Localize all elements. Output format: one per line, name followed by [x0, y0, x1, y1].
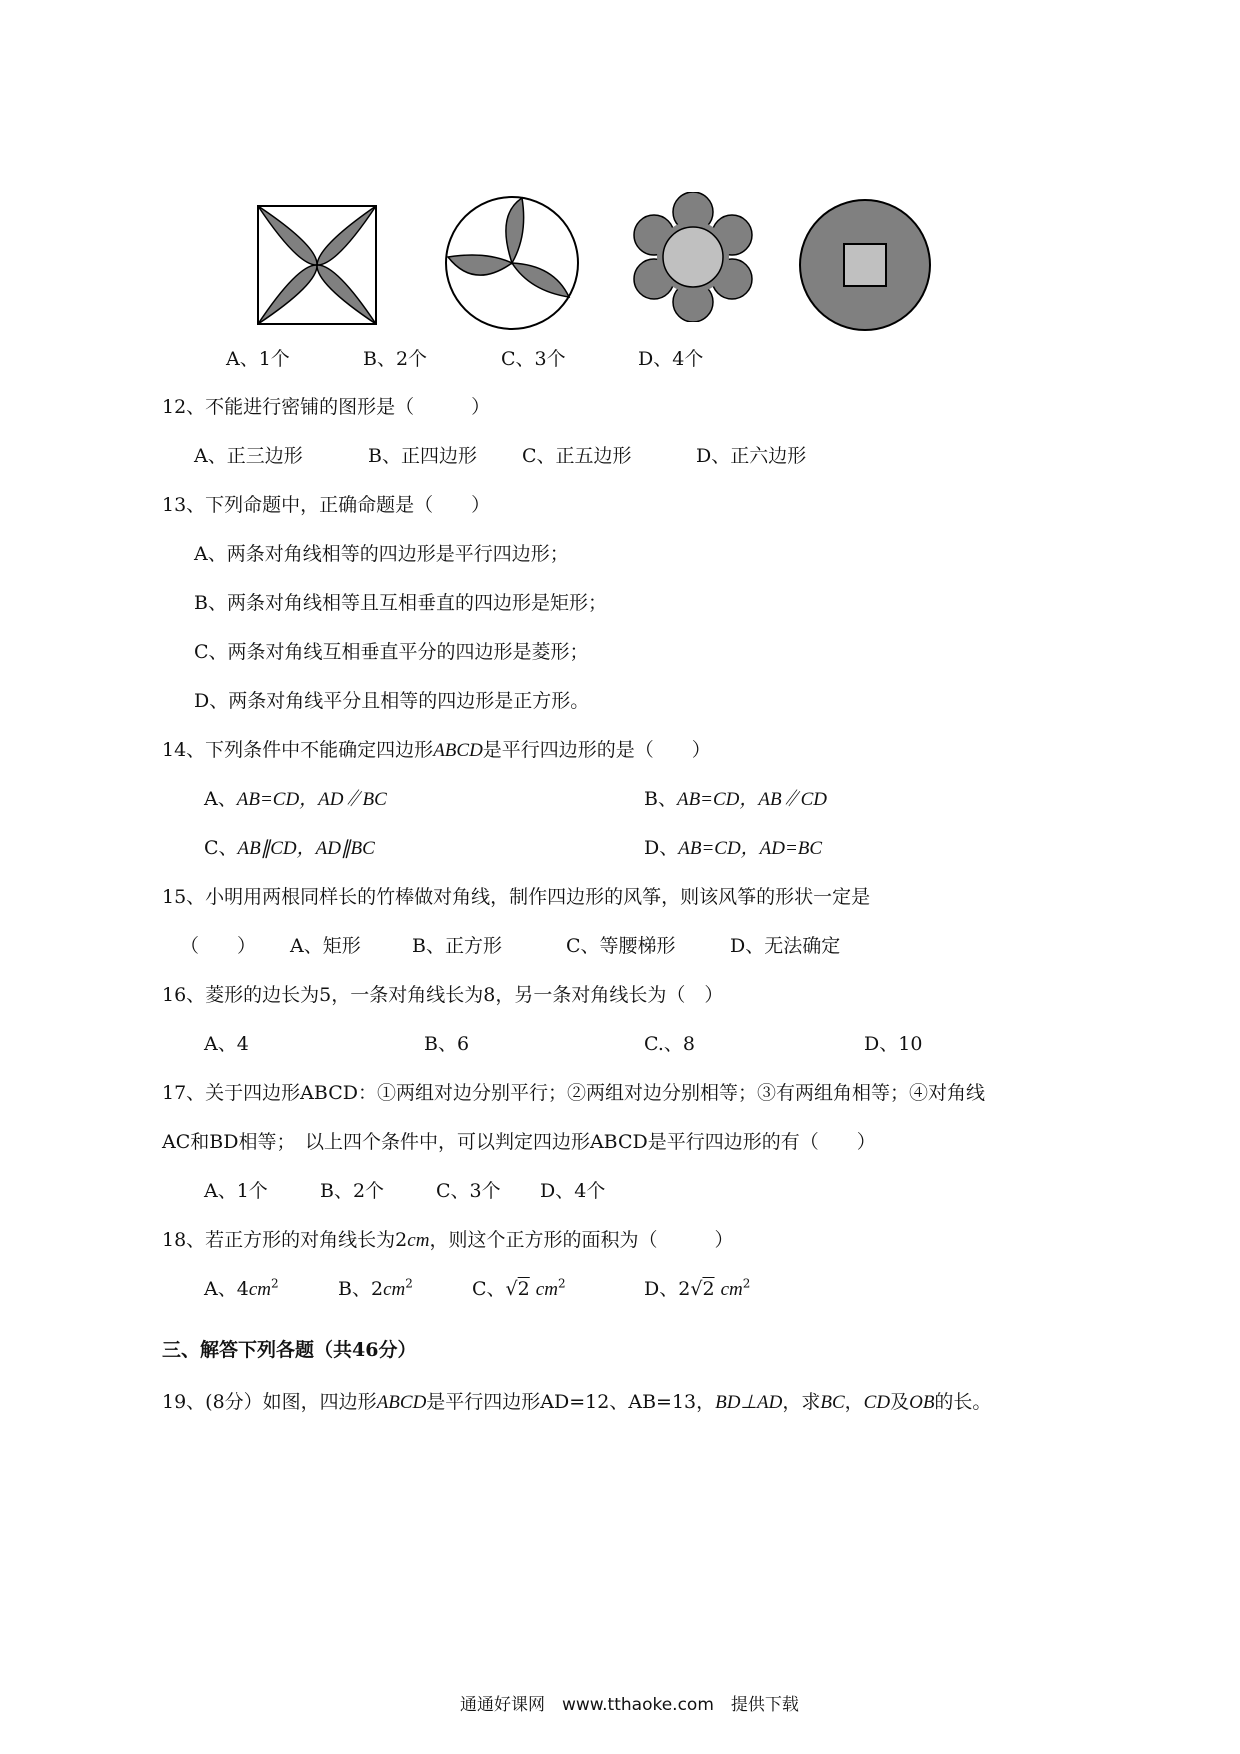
- variable-abcd: ABCD: [433, 740, 483, 761]
- option-b[interactable]: B、$2cm^2$: [338, 1276, 413, 1300]
- option-c[interactable]: C、√2 $cm^2$: [472, 1276, 566, 1300]
- answer-paren: （ ）: [180, 935, 257, 957]
- section-3-title: 三、解答下列各题（共46分）: [162, 1339, 417, 1361]
- question-18-options: [204, 1274, 750, 1301]
- option-d[interactable]: D、4个: [540, 1180, 606, 1202]
- option-d[interactable]: D、4个: [638, 348, 704, 370]
- question-12-stem: 12、不能进行密铺的图形是（ ）: [162, 396, 491, 418]
- figure-square-four-petals: [256, 204, 380, 328]
- question-17-options: [204, 1176, 605, 1203]
- option-c[interactable]: C、等腰梯形: [566, 935, 676, 957]
- option-b[interactable]: B、AB=CD，AB∥CD: [644, 788, 828, 810]
- option-b[interactable]: B、正四边形: [368, 445, 477, 467]
- option-c[interactable]: C、正五边形: [522, 445, 632, 467]
- sqrt-sign: √: [690, 1278, 703, 1300]
- option-c[interactable]: C、AB∥CD，AD∥BC: [204, 837, 375, 859]
- question-14-stem: 14、下列条件中不能确定四边形ABCD是平行四边形的是（ ）: [162, 739, 711, 761]
- option-a[interactable]: A、1个: [226, 348, 290, 370]
- option-a[interactable]: A、两条对角线相等的四边形是平行四边形；: [194, 543, 569, 565]
- option-a[interactable]: A、正三边形: [194, 445, 303, 467]
- figure-options: [226, 344, 703, 371]
- figure-coin: [798, 198, 932, 332]
- figure-circle-three-petals: [444, 195, 580, 331]
- option-b[interactable]: B、正方形: [412, 935, 502, 957]
- option-d[interactable]: D、AB=CD，AD=BC: [644, 837, 823, 859]
- option-b[interactable]: B、2个: [320, 1180, 385, 1202]
- question-18-stem: 18、若正方形的对角线长为2cm，则这个正方形的面积为（ ）: [162, 1229, 734, 1251]
- option-d[interactable]: D、2√2 $cm^2$: [644, 1276, 751, 1300]
- footer-text: 通通好课网 www.tthaoke.com 提供下载: [460, 1695, 799, 1715]
- figure-flower: [628, 192, 758, 322]
- option-d[interactable]: D、正六边形: [696, 445, 807, 467]
- option-b[interactable]: B、两条对角线相等且互相垂直的四边形是矩形；: [194, 592, 607, 614]
- question-17-stem-line1: 17、关于四边形ABCD：①两组对边分别平行；②两组对边分别相等；③有两组角相等；④对角线: [162, 1082, 985, 1104]
- question-17-stem-line2: AC和BD相等； 以上四个条件中，可以判定四边形ABCD是平行四边形的有（ ）: [162, 1131, 876, 1153]
- question-13-stem: 13、下列命题中，正确命题是（ ）: [162, 494, 491, 516]
- option-b[interactable]: B、2个: [363, 348, 428, 370]
- option-c[interactable]: C、3个: [436, 1180, 501, 1202]
- question-12-options: [194, 441, 806, 468]
- option-a[interactable]: A、AB=CD，AD∥BC: [204, 788, 387, 810]
- question-15-stem: 15、小明用两根同样长的竹棒做对角线，制作四边形的风筝，则该风筝的形状一定是: [162, 886, 871, 908]
- option-c[interactable]: C.、8: [644, 1033, 695, 1055]
- option-c[interactable]: C、3个: [501, 348, 566, 370]
- question-15-options: [180, 931, 840, 958]
- sqrt-sign: √: [505, 1278, 518, 1300]
- question-16-options: [204, 1029, 922, 1056]
- option-d[interactable]: D、无法确定: [730, 935, 841, 957]
- question-16-stem: 16、菱形的边长为5，一条对角线长为8，另一条对角线长为（ ）: [162, 984, 724, 1006]
- question-19-stem: 19、(8分）如图，四边形ABCD是平行四边形AD=12、AB=13，BD⊥AD，求BC，CD及OB的长。: [162, 1391, 992, 1413]
- option-a[interactable]: A、$4cm^2$: [204, 1276, 279, 1300]
- option-b[interactable]: B、6: [424, 1033, 470, 1055]
- option-d[interactable]: D、两条对角线平分且相等的四边形是正方形。: [194, 690, 590, 712]
- option-c[interactable]: C、两条对角线互相垂直平分的四边形是菱形；: [194, 641, 589, 663]
- option-a[interactable]: A、4: [204, 1033, 249, 1055]
- option-d[interactable]: D、10: [864, 1033, 923, 1055]
- option-a[interactable]: A、1个: [204, 1180, 268, 1202]
- option-a[interactable]: A、矩形: [290, 935, 361, 957]
